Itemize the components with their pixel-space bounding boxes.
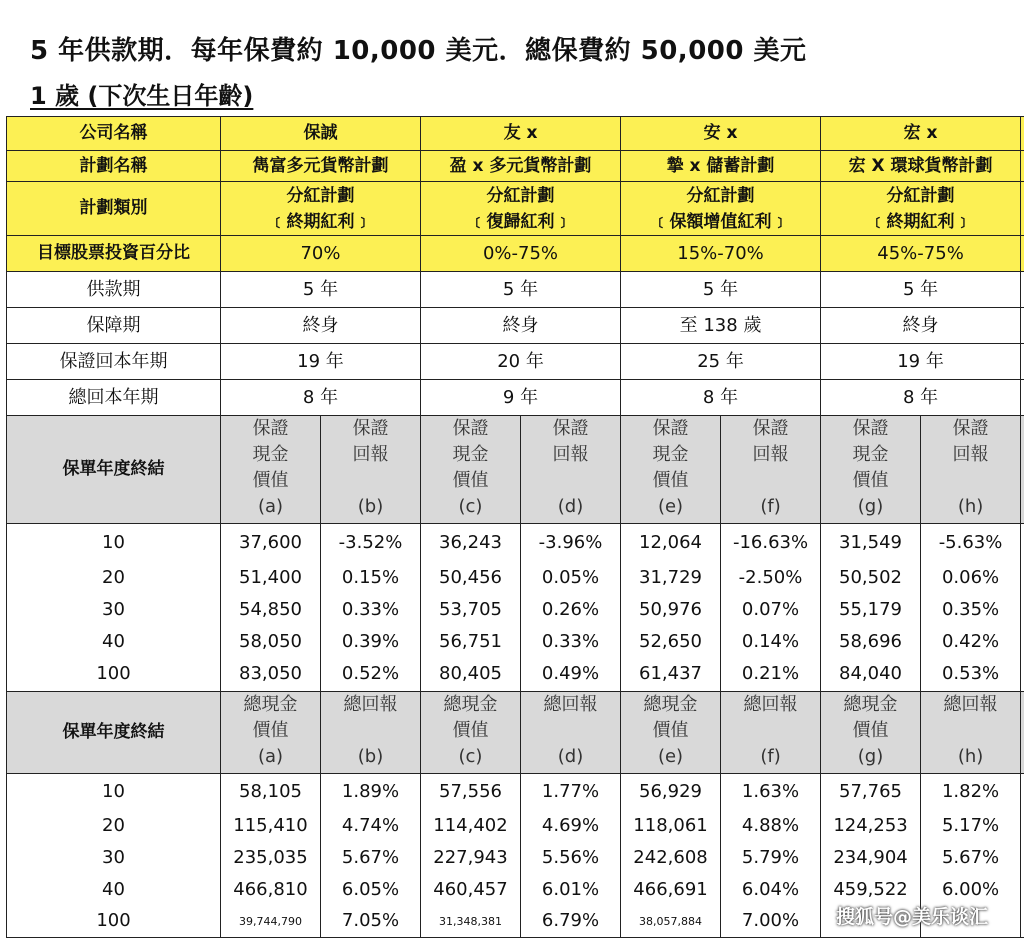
value-cell: 466,691 (621, 874, 721, 906)
value-cell: 5.56% (521, 842, 621, 874)
overflow-cell (1021, 562, 1024, 594)
header-line: 價值 (621, 468, 720, 494)
overflow-cell (1021, 151, 1024, 182)
overflow-cell (1021, 658, 1024, 692)
plan-type-cell (821, 182, 1021, 236)
value-cell: 6.00% (921, 874, 1021, 906)
value-cell: 31,549 (821, 524, 921, 562)
plan-type-cell (221, 182, 421, 236)
plan-type-line: ﹝終期紅利﹞ (221, 209, 420, 235)
equity-label: 目標股票投資百分比 (7, 236, 221, 272)
year-cell: 30 (7, 594, 221, 626)
header-line: 總現金 (421, 692, 520, 718)
total-cash-header (221, 692, 321, 774)
value-cell: 57,556 (421, 774, 521, 810)
value-cell: 56,751 (421, 626, 521, 658)
overflow-cell (1021, 182, 1024, 236)
value-cell: 1.82% (921, 774, 1021, 810)
plan-type-line: ﹝復歸紅利﹞ (421, 209, 620, 235)
value-cell: 80,405 (421, 658, 521, 692)
total-breakeven-cell: 9 年 (421, 380, 621, 416)
overflow-cell (1021, 874, 1024, 906)
header-line: 價值 (221, 468, 320, 494)
guar-breakeven-cell: 20 年 (421, 344, 621, 380)
value-cell: 6.01% (521, 874, 621, 906)
total-breakeven-row (7, 380, 1024, 416)
table-row (7, 842, 1024, 874)
pay-period-cell: 5 年 (421, 272, 621, 308)
pay-period-cell: 5 年 (221, 272, 421, 308)
year-cell: 100 (7, 906, 221, 938)
type-label: 計劃類別 (7, 182, 221, 236)
value-cell: 115,410 (221, 810, 321, 842)
header-line: 總現金 (621, 692, 720, 718)
watermark: 搜狐号@美乐谈汇 (836, 902, 988, 929)
value-cell: 51,400 (221, 562, 321, 594)
guar-cash-header (421, 416, 521, 524)
value-cell: -3.96% (521, 524, 621, 562)
total-cash-header (621, 692, 721, 774)
year-cell: 20 (7, 562, 221, 594)
overflow-cell (1021, 272, 1024, 308)
year-cell: 40 (7, 626, 221, 658)
overflow-cell (1021, 842, 1024, 874)
value-cell: 31,729 (621, 562, 721, 594)
header-letter: (c) (421, 494, 520, 520)
header-line: 價值 (221, 718, 320, 744)
overflow-cell (1021, 692, 1024, 774)
overflow-cell (1021, 594, 1024, 626)
value-cell: 83,050 (221, 658, 321, 692)
header-letter: (f) (721, 744, 820, 770)
company-name-cell: 安 x (621, 117, 821, 151)
guar-cash-header (821, 416, 921, 524)
header-line: 現金 (421, 442, 520, 468)
header-line: 現金 (621, 442, 720, 468)
comparison-table (6, 116, 1024, 938)
value-cell: 0.07% (721, 594, 821, 626)
pay-period-label: 供款期 (7, 272, 221, 308)
value-cell: 52,650 (621, 626, 721, 658)
overflow-cell (1021, 524, 1024, 562)
plan-name-cell: 宏 X 環球貨幣計劃 (821, 151, 1021, 182)
guar-return-header (321, 416, 421, 524)
total-cash-header (821, 692, 921, 774)
value-cell: 58,696 (821, 626, 921, 658)
plan-label: 計劃名稱 (7, 151, 221, 182)
equity-cell: 70% (221, 236, 421, 272)
value-cell: 39,744,790 (221, 906, 321, 938)
value-cell: -3.52% (321, 524, 421, 562)
policy-year-end-label: 保單年度終結 (7, 416, 221, 524)
header-line: 價值 (421, 718, 520, 744)
header-line: 保證 (221, 416, 320, 442)
value-cell: 57,765 (821, 774, 921, 810)
value-cell: 58,105 (221, 774, 321, 810)
table-row (7, 524, 1024, 562)
company-label: 公司名稱 (7, 117, 221, 151)
value-cell: 4.69% (521, 810, 621, 842)
company-name-cell: 友 x (421, 117, 621, 151)
value-cell: 235,035 (221, 842, 321, 874)
guar-breakeven-cell: 25 年 (621, 344, 821, 380)
value-cell: 0.49% (521, 658, 621, 692)
header-letter: (f) (721, 494, 820, 520)
coverage-cell: 終身 (421, 308, 621, 344)
value-cell: 1.89% (321, 774, 421, 810)
value-cell: 84,040 (821, 658, 921, 692)
overflow-cell (1021, 906, 1024, 938)
table-row (7, 626, 1024, 658)
value-cell: 0.33% (321, 594, 421, 626)
value-cell: 1.77% (521, 774, 621, 810)
company-name-cell: 保誠 (221, 117, 421, 151)
header-letter: (e) (621, 494, 720, 520)
total-return-header (921, 692, 1021, 774)
value-cell: -2.50% (721, 562, 821, 594)
value-cell: 50,456 (421, 562, 521, 594)
equity-cell: 15%-70% (621, 236, 821, 272)
guar-return-header (521, 416, 621, 524)
header-line: 總現金 (821, 692, 920, 718)
overflow-cell (1021, 236, 1024, 272)
year-cell: 10 (7, 774, 221, 810)
value-cell: 459,522 (821, 874, 921, 906)
value-cell: 242,608 (621, 842, 721, 874)
header-letter: (b) (321, 744, 420, 770)
header-line: 價值 (621, 718, 720, 744)
value-cell: 466,810 (221, 874, 321, 906)
total-breakeven-cell: 8 年 (621, 380, 821, 416)
company-name-cell: 宏 x (821, 117, 1021, 151)
pay-period-row (7, 272, 1024, 308)
value-cell: 6.79% (521, 906, 621, 938)
value-cell: 114,402 (421, 810, 521, 842)
plan-type-line: 分紅計劃 (221, 183, 420, 209)
year-cell: 40 (7, 874, 221, 906)
coverage-cell: 終身 (821, 308, 1021, 344)
value-cell: -16.63% (721, 524, 821, 562)
value-cell: 38,057,884 (621, 906, 721, 938)
overflow-cell (1021, 416, 1024, 524)
value-cell: 1.63% (721, 774, 821, 810)
equity-row (7, 236, 1024, 272)
pay-period-cell: 5 年 (621, 272, 821, 308)
guaranteed-header-row (7, 416, 1024, 524)
table-row (7, 810, 1024, 842)
coverage-label: 保障期 (7, 308, 221, 344)
header-line: 現金 (821, 442, 920, 468)
value-cell: 61,437 (621, 658, 721, 692)
plan-type-line: 分紅計劃 (821, 183, 1020, 209)
value-cell: 0.42% (921, 626, 1021, 658)
value-cell: 0.35% (921, 594, 1021, 626)
value-cell: 50,502 (821, 562, 921, 594)
value-cell: 31,348,381 (421, 906, 521, 938)
year-cell: 20 (7, 810, 221, 842)
overflow-cell (1021, 626, 1024, 658)
header-line: 總現金 (221, 692, 320, 718)
header-line: 保證 (621, 416, 720, 442)
value-cell: 460,457 (421, 874, 521, 906)
header-letter: (h) (921, 494, 1020, 520)
type-row (7, 182, 1024, 236)
value-cell: 36,243 (421, 524, 521, 562)
value-cell: 4.88% (721, 810, 821, 842)
total-breakeven-cell: 8 年 (821, 380, 1021, 416)
header-letter: (c) (421, 744, 520, 770)
value-cell: 37,600 (221, 524, 321, 562)
policy-year-end-label: 保單年度終結 (7, 692, 221, 774)
value-cell: 6.05% (321, 874, 421, 906)
value-cell: 0.06% (921, 562, 1021, 594)
value-cell: 53,705 (421, 594, 521, 626)
header-letter: (h) (921, 744, 1020, 770)
header-line: 價值 (821, 718, 920, 744)
value-cell: 234,904 (821, 842, 921, 874)
header-line: 保證 (321, 416, 420, 442)
guar-cash-header (221, 416, 321, 524)
value-cell: 0.05% (521, 562, 621, 594)
value-cell: 5.67% (321, 842, 421, 874)
header-line: 保證 (921, 416, 1020, 442)
guar-cash-header (621, 416, 721, 524)
equity-cell: 45%-75% (821, 236, 1021, 272)
header-letter: (e) (621, 744, 720, 770)
coverage-cell: 終身 (221, 308, 421, 344)
value-cell: 0.53% (921, 658, 1021, 692)
table-row (7, 774, 1024, 810)
overflow-cell (1021, 810, 1024, 842)
plan-type-cell (421, 182, 621, 236)
table-row (7, 562, 1024, 594)
header-letter: (d) (521, 744, 620, 770)
total-breakeven-cell: 8 年 (221, 380, 421, 416)
guar-breakeven-row (7, 344, 1024, 380)
guar-breakeven-cell: 19 年 (221, 344, 421, 380)
header-line: 現金 (221, 442, 320, 468)
value-cell: -5.63% (921, 524, 1021, 562)
header-line: 保證 (521, 416, 620, 442)
header-line: 回報 (921, 442, 1020, 468)
coverage-row (7, 308, 1024, 344)
value-cell: 55,179 (821, 594, 921, 626)
plan-type-cell (621, 182, 821, 236)
header-letter: (g) (821, 744, 920, 770)
value-cell: 56,929 (621, 774, 721, 810)
table-row (7, 594, 1024, 626)
value-cell: 5.67% (921, 842, 1021, 874)
total-cash-header (421, 692, 521, 774)
plan-type-line: ﹝終期紅利﹞ (821, 209, 1020, 235)
guar-return-header (721, 416, 821, 524)
value-cell: 227,943 (421, 842, 521, 874)
value-cell: 12,064 (621, 524, 721, 562)
overflow-cell (1021, 117, 1024, 151)
header-letter: (b) (321, 494, 420, 520)
header-line: 總回報 (721, 692, 820, 718)
table-row (7, 874, 1024, 906)
header-line: 價值 (421, 468, 520, 494)
value-cell: 0.15% (321, 562, 421, 594)
value-cell: 5.17% (921, 810, 1021, 842)
value-cell: 7.00% (721, 906, 821, 938)
total-return-header (321, 692, 421, 774)
header-line: 保證 (821, 416, 920, 442)
table-row (7, 658, 1024, 692)
total-breakeven-label: 總回本年期 (7, 380, 221, 416)
coverage-cell: 至 138 歲 (621, 308, 821, 344)
page-subtitle: 1 歲 (下次生日年齡) (30, 76, 253, 111)
overflow-cell (1021, 380, 1024, 416)
header-letter: (g) (821, 494, 920, 520)
total-return-header (521, 692, 621, 774)
value-cell: 0.52% (321, 658, 421, 692)
header-line: 保證 (421, 416, 520, 442)
value-cell: 0.33% (521, 626, 621, 658)
guar-breakeven-cell: 19 年 (821, 344, 1021, 380)
value-cell: 124,253 (821, 810, 921, 842)
plan-type-line: ﹝保額增值紅利﹞ (621, 209, 820, 235)
overflow-cell (1021, 308, 1024, 344)
total-header-row (7, 692, 1024, 774)
header-line: 總回報 (921, 692, 1020, 718)
overflow-cell (1021, 774, 1024, 810)
plan-name-cell: 摯 x 儲蓄計劃 (621, 151, 821, 182)
total-return-header (721, 692, 821, 774)
value-cell: 50,976 (621, 594, 721, 626)
guar-breakeven-label: 保證回本年期 (7, 344, 221, 380)
year-cell: 30 (7, 842, 221, 874)
header-line: 價值 (821, 468, 920, 494)
plan-type-line: 分紅計劃 (621, 183, 820, 209)
header-letter: (a) (221, 744, 320, 770)
header-line: 回報 (321, 442, 420, 468)
value-cell: 58,050 (221, 626, 321, 658)
value-cell: 5.79% (721, 842, 821, 874)
header-line: 總回報 (521, 692, 620, 718)
value-cell: 118,061 (621, 810, 721, 842)
value-cell: 4.74% (321, 810, 421, 842)
header-letter: (d) (521, 494, 620, 520)
header-letter: (a) (221, 494, 320, 520)
value-cell: 54,850 (221, 594, 321, 626)
year-cell: 100 (7, 658, 221, 692)
guar-return-header (921, 416, 1021, 524)
equity-cell: 0%-75% (421, 236, 621, 272)
plan-row (7, 151, 1024, 182)
pay-period-cell: 5 年 (821, 272, 1021, 308)
header-line: 總回報 (321, 692, 420, 718)
header-line: 回報 (521, 442, 620, 468)
value-cell: 0.21% (721, 658, 821, 692)
header-line: 保證 (721, 416, 820, 442)
header-line: 回報 (721, 442, 820, 468)
value-cell: 7.05% (321, 906, 421, 938)
overflow-cell (1021, 344, 1024, 380)
value-cell: 0.14% (721, 626, 821, 658)
plan-type-line: 分紅計劃 (421, 183, 620, 209)
value-cell: 0.39% (321, 626, 421, 658)
value-cell: 0.26% (521, 594, 621, 626)
plan-name-cell: 盈 x 多元貨幣計劃 (421, 151, 621, 182)
company-row (7, 117, 1024, 151)
value-cell: 6.04% (721, 874, 821, 906)
plan-name-cell: 雋富多元貨幣計劃 (221, 151, 421, 182)
page-title: 5 年供款期．每年保費約 10,000 美元．總保費約 50,000 美元 (30, 30, 807, 67)
year-cell: 10 (7, 524, 221, 562)
